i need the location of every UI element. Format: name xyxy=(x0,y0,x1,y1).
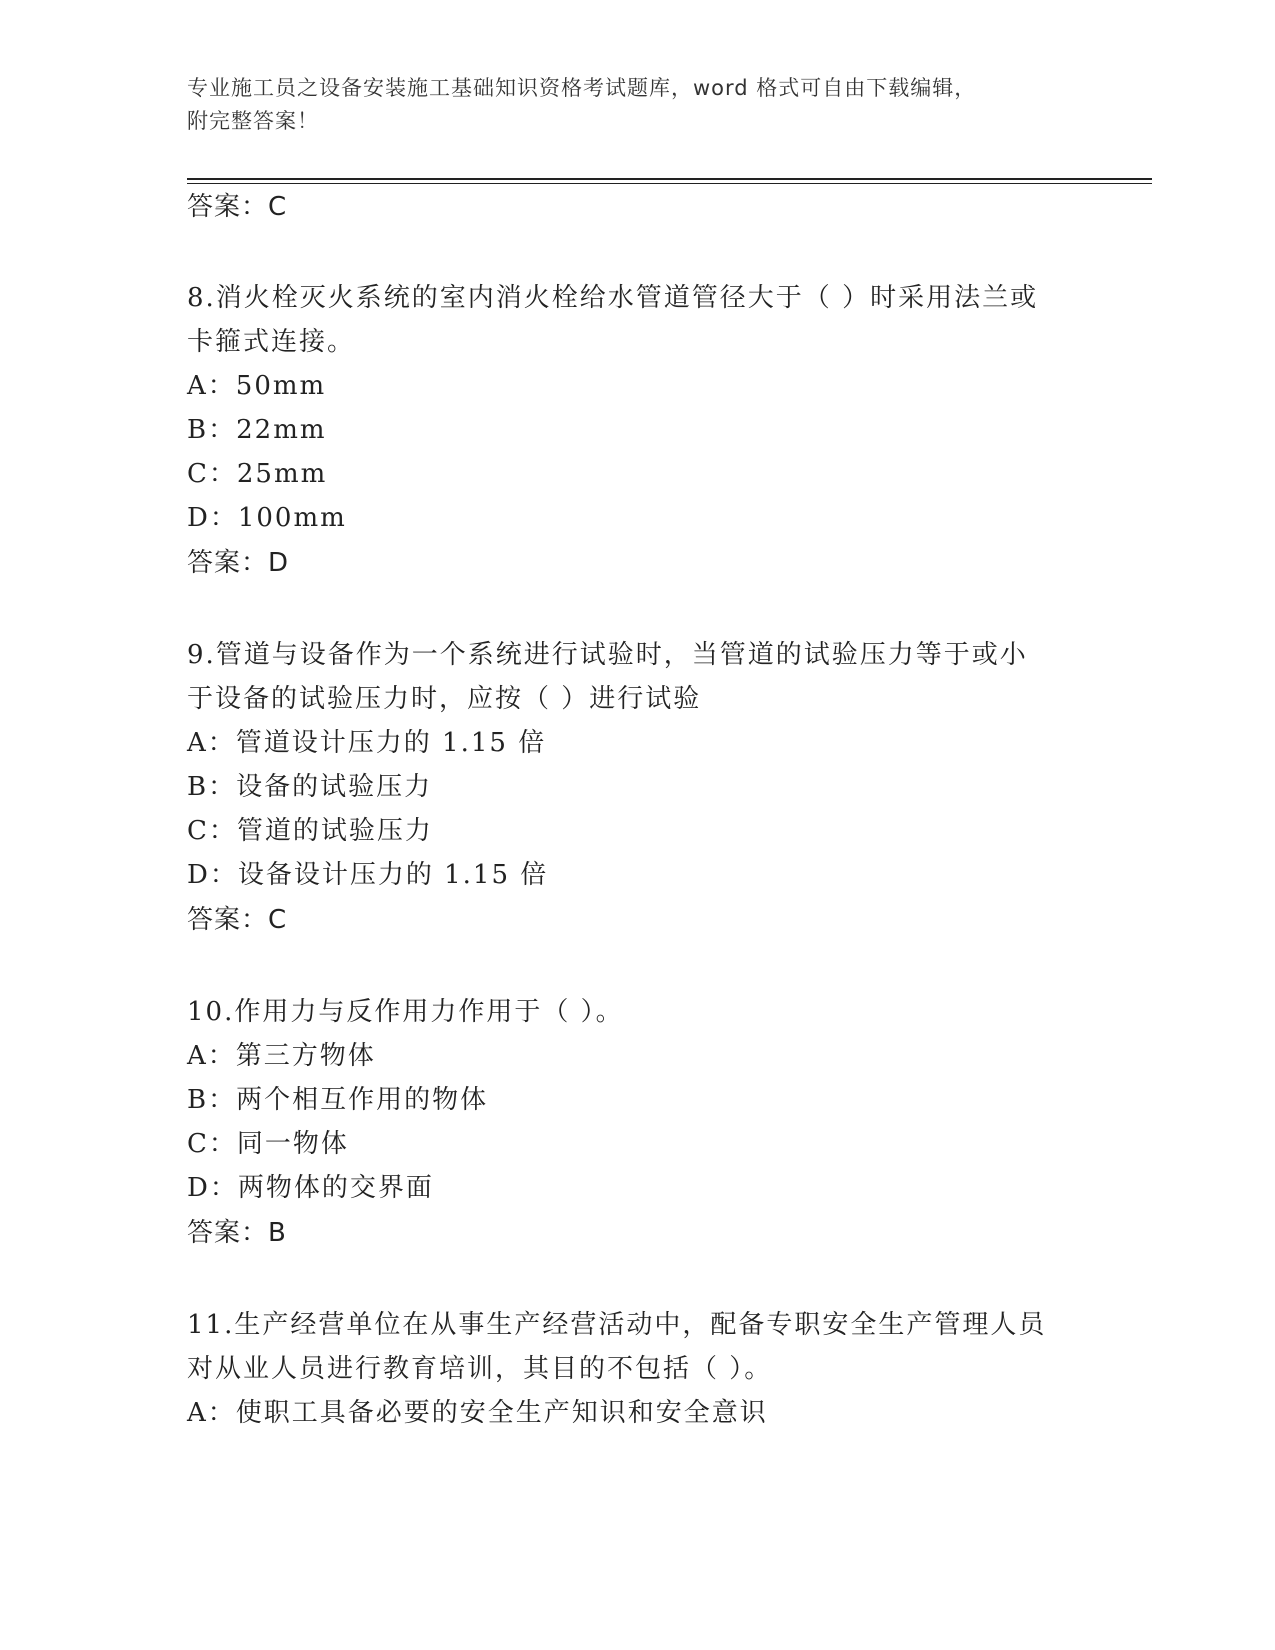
question-11-stem-line-1: 11.生产经营单位在从事生产经营活动中，配备专职安全生产管理人员 xyxy=(187,1310,1047,1340)
question-10-stem-line-1: 10.作用力与反作用力作用于（ ）。 xyxy=(187,997,624,1027)
question-9-stem-line-2: 于设备的试验压力时，应按（ ）进行试验 xyxy=(187,684,702,714)
answer-prev: 答案：C xyxy=(187,192,288,222)
question-10-option-d: D：两物体的交界面 xyxy=(187,1173,434,1203)
question-8-stem-line-2: 卡箍式连接。 xyxy=(187,327,356,357)
question-11-stem-line-2: 对从业人员进行教育培训，其目的不包括（ ）。 xyxy=(187,1354,773,1384)
question-8-option-c: C：25mm xyxy=(187,459,328,489)
question-8-option-b: B：22mm xyxy=(187,415,327,445)
question-8-option-a: A：50mm xyxy=(187,371,327,401)
question-9-option-b: B：设备的试验压力 xyxy=(187,772,433,802)
question-10-option-c: C：同一物体 xyxy=(187,1129,349,1159)
question-9-option-d: D：设备设计压力的 1.15 倍 xyxy=(187,860,549,890)
question-11-option-a: A：使职工具备必要的安全生产知识和安全意识 xyxy=(187,1398,768,1428)
question-9-option-a: A：管道设计压力的 1.15 倍 xyxy=(187,728,547,758)
question-9-option-c: C：管道的试验压力 xyxy=(187,816,433,846)
question-10-answer: 答案：B xyxy=(187,1218,287,1248)
question-9-answer: 答案：C xyxy=(187,905,288,935)
header-divider-thin xyxy=(187,183,1152,184)
question-8-option-d: D：100mm xyxy=(187,503,347,533)
header-divider-thick xyxy=(187,178,1152,180)
question-10-option-a: A：第三方物体 xyxy=(187,1041,376,1071)
question-8-stem-line-1: 8.消火栓灭火系统的室内消火栓给水管道管径大于（ ）时采用法兰或 xyxy=(187,283,1039,313)
question-9-stem-line-1: 9.管道与设备作为一个系统进行试验时，当管道的试验压力等于或小 xyxy=(187,640,1028,670)
question-10-option-b: B：两个相互作用的物体 xyxy=(187,1085,489,1115)
header-line-2: 附完整答案！ xyxy=(187,109,319,133)
question-8-answer: 答案：D xyxy=(187,548,290,578)
header-line-1: 专业施工员之设备安装施工基础知识资格考试题库，word 格式可自由下载编辑， xyxy=(187,76,977,100)
page-header xyxy=(187,72,1087,138)
